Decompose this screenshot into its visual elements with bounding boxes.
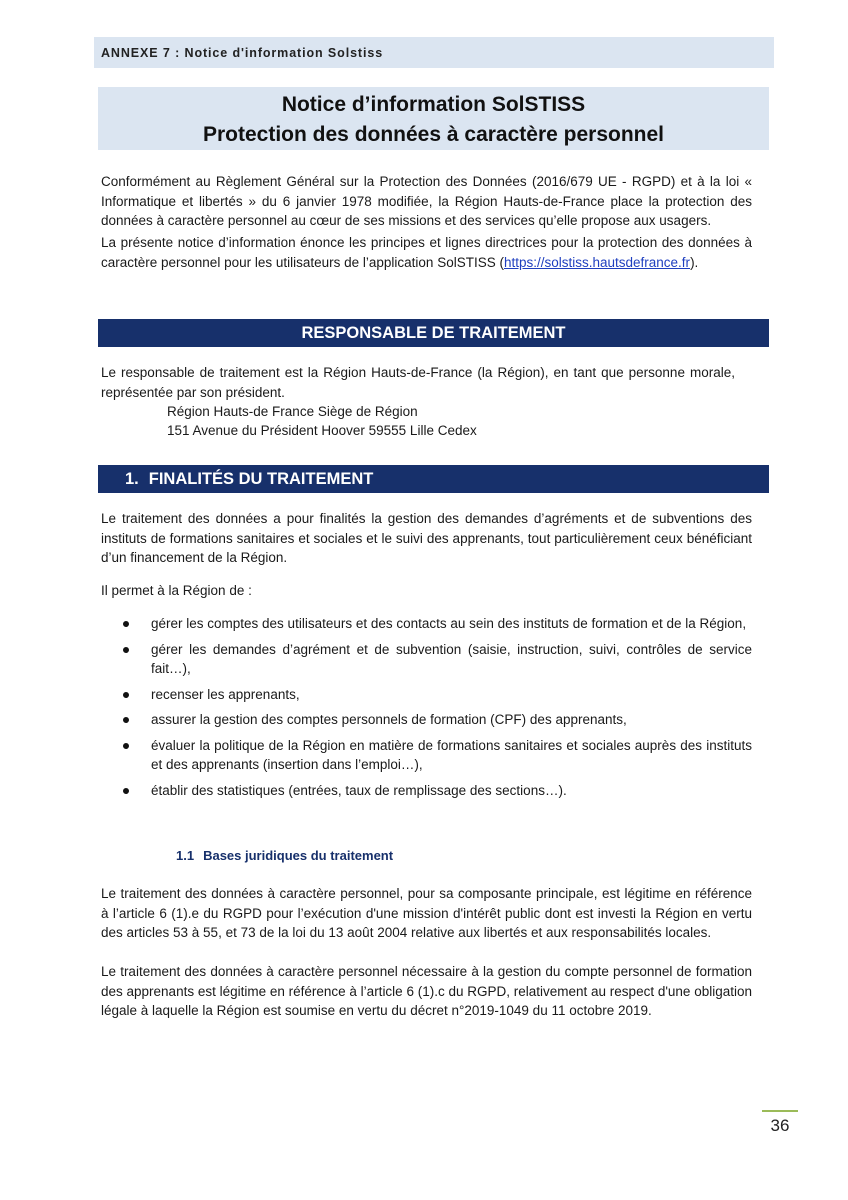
- intro-p2-text: La présente notice d’information énonce les principes et lignes directrices pour la protection des données à caractère personnel pour les utilisateurs de l’application SolSTISS (: [101, 235, 752, 270]
- section-heading-finalites: [98, 465, 769, 493]
- page-number-rule: [762, 1110, 798, 1112]
- bullet-icon: [123, 743, 129, 749]
- finalites-heading: FINALITÉS DU TRAITEMENT: [148, 469, 374, 488]
- solstiss-link[interactable]: https://solstiss.hautsdefrance.fr: [503, 254, 691, 270]
- list-item: [120, 710, 752, 730]
- responsable-paragraph: Le responsable de traitement est la Région Hauts-de-France (la Région), en tant que personne morale, représentée par son président.: [101, 365, 735, 400]
- intro-paragraph-2: [101, 233, 752, 272]
- title-line-2: Protection des données à caractère personnel: [203, 123, 664, 146]
- list-item-text: gérer les comptes des utilisateurs et des contacts au sein des instituts de formation et de la Région,: [151, 616, 747, 631]
- intro-paragraph-1: Conformément au Règlement Général sur la Protection des Données (2016/679 UE - RGPD) et à la loi « Informatique et libertés » du 6 janvier 1978 modifiée, la Région Hauts-de-France place la protection des données à caractère personnel au cœur de ses missions et des services qu’elle propose aux usagers.: [101, 174, 752, 228]
- list-item-text: évaluer la politique de la Région en matière de formations sanitaires et sociales auprès des instituts et des apprenants (insertion dans l’emploi…),: [151, 737, 752, 772]
- title-line-1: Notice d’information SolSTISS: [281, 93, 586, 116]
- bases-paragraph-1: Le traitement des données à caractère personnel, pour sa composante principale, est légitime en référence à l’article 6 (1).e du RGPD pour l’exécution d'une mission d'intérêt public dont est investi la Région en vertu des articles 53 à 55, et 73 de la loi du 13 août 2004 relative aux libertés et aux responsabilités locales.: [101, 886, 752, 940]
- list-item-text: recenser les apprenants,: [151, 686, 300, 702]
- address-line-1: Région Hauts-de France Siège de Région: [167, 404, 418, 419]
- bullet-icon: [123, 621, 129, 627]
- list-item: [120, 640, 752, 679]
- list-item: [120, 781, 752, 801]
- finalites-number: 1.: [125, 469, 139, 488]
- bullet-icon: [123, 717, 129, 723]
- responsable-heading: RESPONSABLE DE TRAITEMENT: [301, 323, 566, 342]
- bullet-icon: [123, 647, 129, 653]
- bullet-icon: [123, 692, 129, 698]
- list-item-text: établir des statistiques (entrées, taux de remplissage des sections…).: [151, 782, 567, 798]
- bases-heading: Bases juridiques du traitement: [203, 848, 394, 863]
- list-item: [120, 614, 752, 634]
- finalites-list: [120, 614, 752, 806]
- annex-label: ANNEXE 7 : Notice d'information Solstiss: [101, 45, 384, 60]
- list-item-text: assurer la gestion des comptes personnels de formation (CPF) des apprenants,: [151, 712, 627, 727]
- finalites-paragraph: Le traitement des données a pour finalités la gestion des demandes d’agréments et de subventions des instituts de formations sanitaires et sociales et le suivi des apprenants, tout particulièrement ceux bénéficiant d’un financement de la Région.: [101, 511, 752, 565]
- list-item-text: gérer les demandes d’agrément et de subvention (saisie, instruction, suivi, contrôles de service fait…),: [151, 641, 752, 676]
- section-heading-responsable: [98, 319, 769, 347]
- address-line-2: 151 Avenue du Président Hoover 59555 Lille Cedex: [167, 423, 477, 438]
- page-number: 36: [770, 1116, 790, 1135]
- document-title: [98, 87, 769, 150]
- finalites-list-intro: Il permet à la Région de :: [101, 583, 252, 598]
- bases-paragraph-2: Le traitement des données à caractère personnel nécessaire à la gestion du compte personnel de formation des apprenants est légitime en référence à l’article 6 (1).c du RGPD, relativement au respect d'une obligation légale à laquelle la Région est soumise en vertu du décret n°2019-1049 du 11 octobre 2019.: [101, 964, 752, 1018]
- list-item: [120, 685, 752, 705]
- subsection-heading-bases: [176, 848, 393, 863]
- annex-header: [94, 37, 774, 68]
- list-item: [120, 736, 752, 775]
- intro-p2-end: ).: [690, 254, 699, 270]
- bases-number: 1.1: [176, 848, 195, 863]
- bullet-icon: [123, 788, 129, 794]
